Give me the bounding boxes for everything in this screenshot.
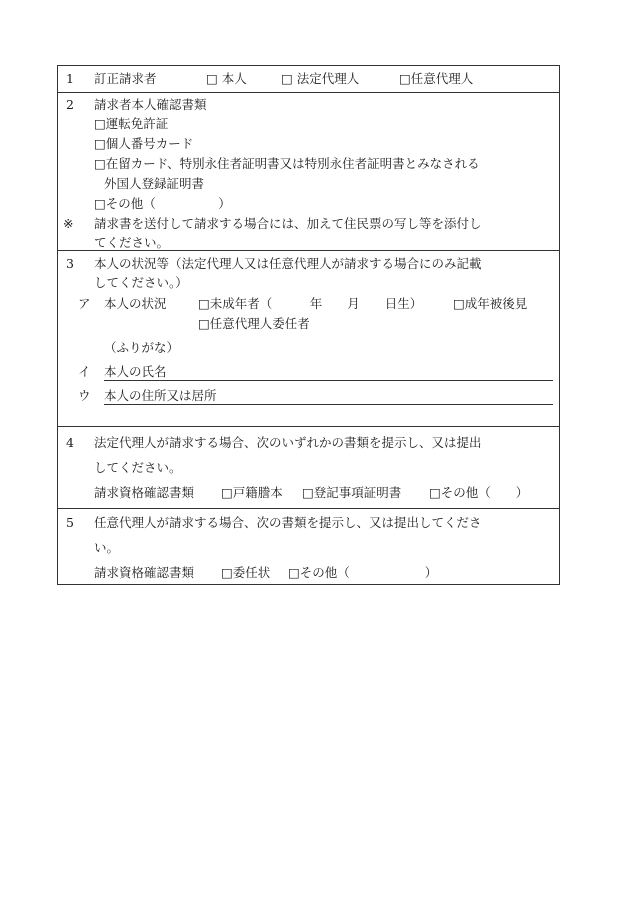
person-address-label: 本人の住所又は居所 — [104, 388, 217, 403]
qualification-docs-label: 請求資格確認書類 — [94, 485, 195, 500]
checkbox-other-document[interactable]: □その他（ ） — [94, 196, 231, 211]
checkbox-voluntary-agent[interactable]: □任意代理人 — [399, 71, 474, 86]
section-voluntary-agent-docs — [58, 508, 559, 587]
person-status-label: 本人の状況 — [104, 296, 167, 311]
checkbox-drivers-license[interactable]: □運転免許証 — [94, 116, 169, 131]
note-mark: ※ — [63, 216, 74, 231]
checkbox-power-of-attorney[interactable]: □委任状 — [221, 565, 271, 580]
checkbox-other-legal[interactable]: □その他（ ） — [429, 485, 529, 500]
checkbox-residence-card[interactable]: □在留カード、特別永住者証明書又は特別永住者証明書とみなされる — [94, 156, 480, 171]
note-line-1: 請求書を送付して請求する場合には、加えて住民票の写し等を添付し — [94, 216, 482, 231]
legal-agent-line-1: 法定代理人が請求する場合、次のいずれかの書類を提示し、又は提出 — [94, 435, 482, 450]
request-form-table — [57, 65, 560, 585]
section-number: 5 — [66, 515, 74, 530]
checkbox-self[interactable]: □ 本人 — [206, 71, 247, 86]
voluntary-agent-line-2: い。 — [94, 540, 120, 555]
section-identity-documents — [58, 92, 559, 251]
legal-agent-line-2: してください。 — [94, 460, 182, 475]
section-legal-agent-docs — [58, 426, 559, 509]
person-name-label: 本人の氏名 — [104, 364, 167, 379]
item-i-mark: イ — [78, 364, 91, 379]
qualification-docs-label: 請求資格確認書類 — [94, 565, 195, 580]
section-requester — [58, 66, 559, 92]
person-address-field[interactable] — [104, 404, 553, 405]
requester-label: 訂正請求者 — [94, 71, 157, 86]
person-name-field[interactable] — [104, 380, 553, 381]
identity-docs-title: 請求者本人確認書類 — [94, 97, 207, 112]
checkbox-my-number-card[interactable]: □個人番号カード — [94, 136, 194, 151]
section-number: 2 — [66, 97, 74, 112]
status-title-line-2: してください。） — [94, 275, 188, 290]
section-number: 1 — [66, 71, 74, 86]
checkbox-registry-certificate[interactable]: □登記事項証明書 — [302, 485, 402, 500]
item-u-mark: ウ — [78, 388, 91, 403]
section-number: 3 — [66, 256, 74, 271]
checkbox-adult-ward[interactable]: □成年被後見 — [453, 296, 528, 311]
checkbox-family-register[interactable]: □戸籍謄本 — [221, 485, 283, 500]
note-line-2: てください。 — [94, 235, 170, 250]
voluntary-agent-line-1: 任意代理人が請求する場合、次の書類を提示し、又は提出してくださ — [94, 515, 482, 530]
checkbox-other-voluntary[interactable]: □その他（ ） — [288, 565, 438, 580]
checkbox-minor[interactable]: □未成年者（ 年 月 日生） — [198, 296, 423, 311]
section-person-status — [58, 250, 559, 427]
checkbox-voluntary-principal[interactable]: □任意代理人委任者 — [198, 316, 310, 331]
status-title-line-1: 本人の状況等（法定代理人又は任意代理人が請求する場合にのみ記載 — [94, 256, 482, 271]
section-number: 4 — [66, 435, 74, 450]
furigana-label: （ふりがな） — [104, 340, 180, 355]
residence-card-continuation: 外国人登録証明書 — [104, 176, 205, 191]
checkbox-legal-agent[interactable]: □ 法定代理人 — [281, 71, 360, 86]
item-a-mark: ア — [78, 296, 91, 311]
